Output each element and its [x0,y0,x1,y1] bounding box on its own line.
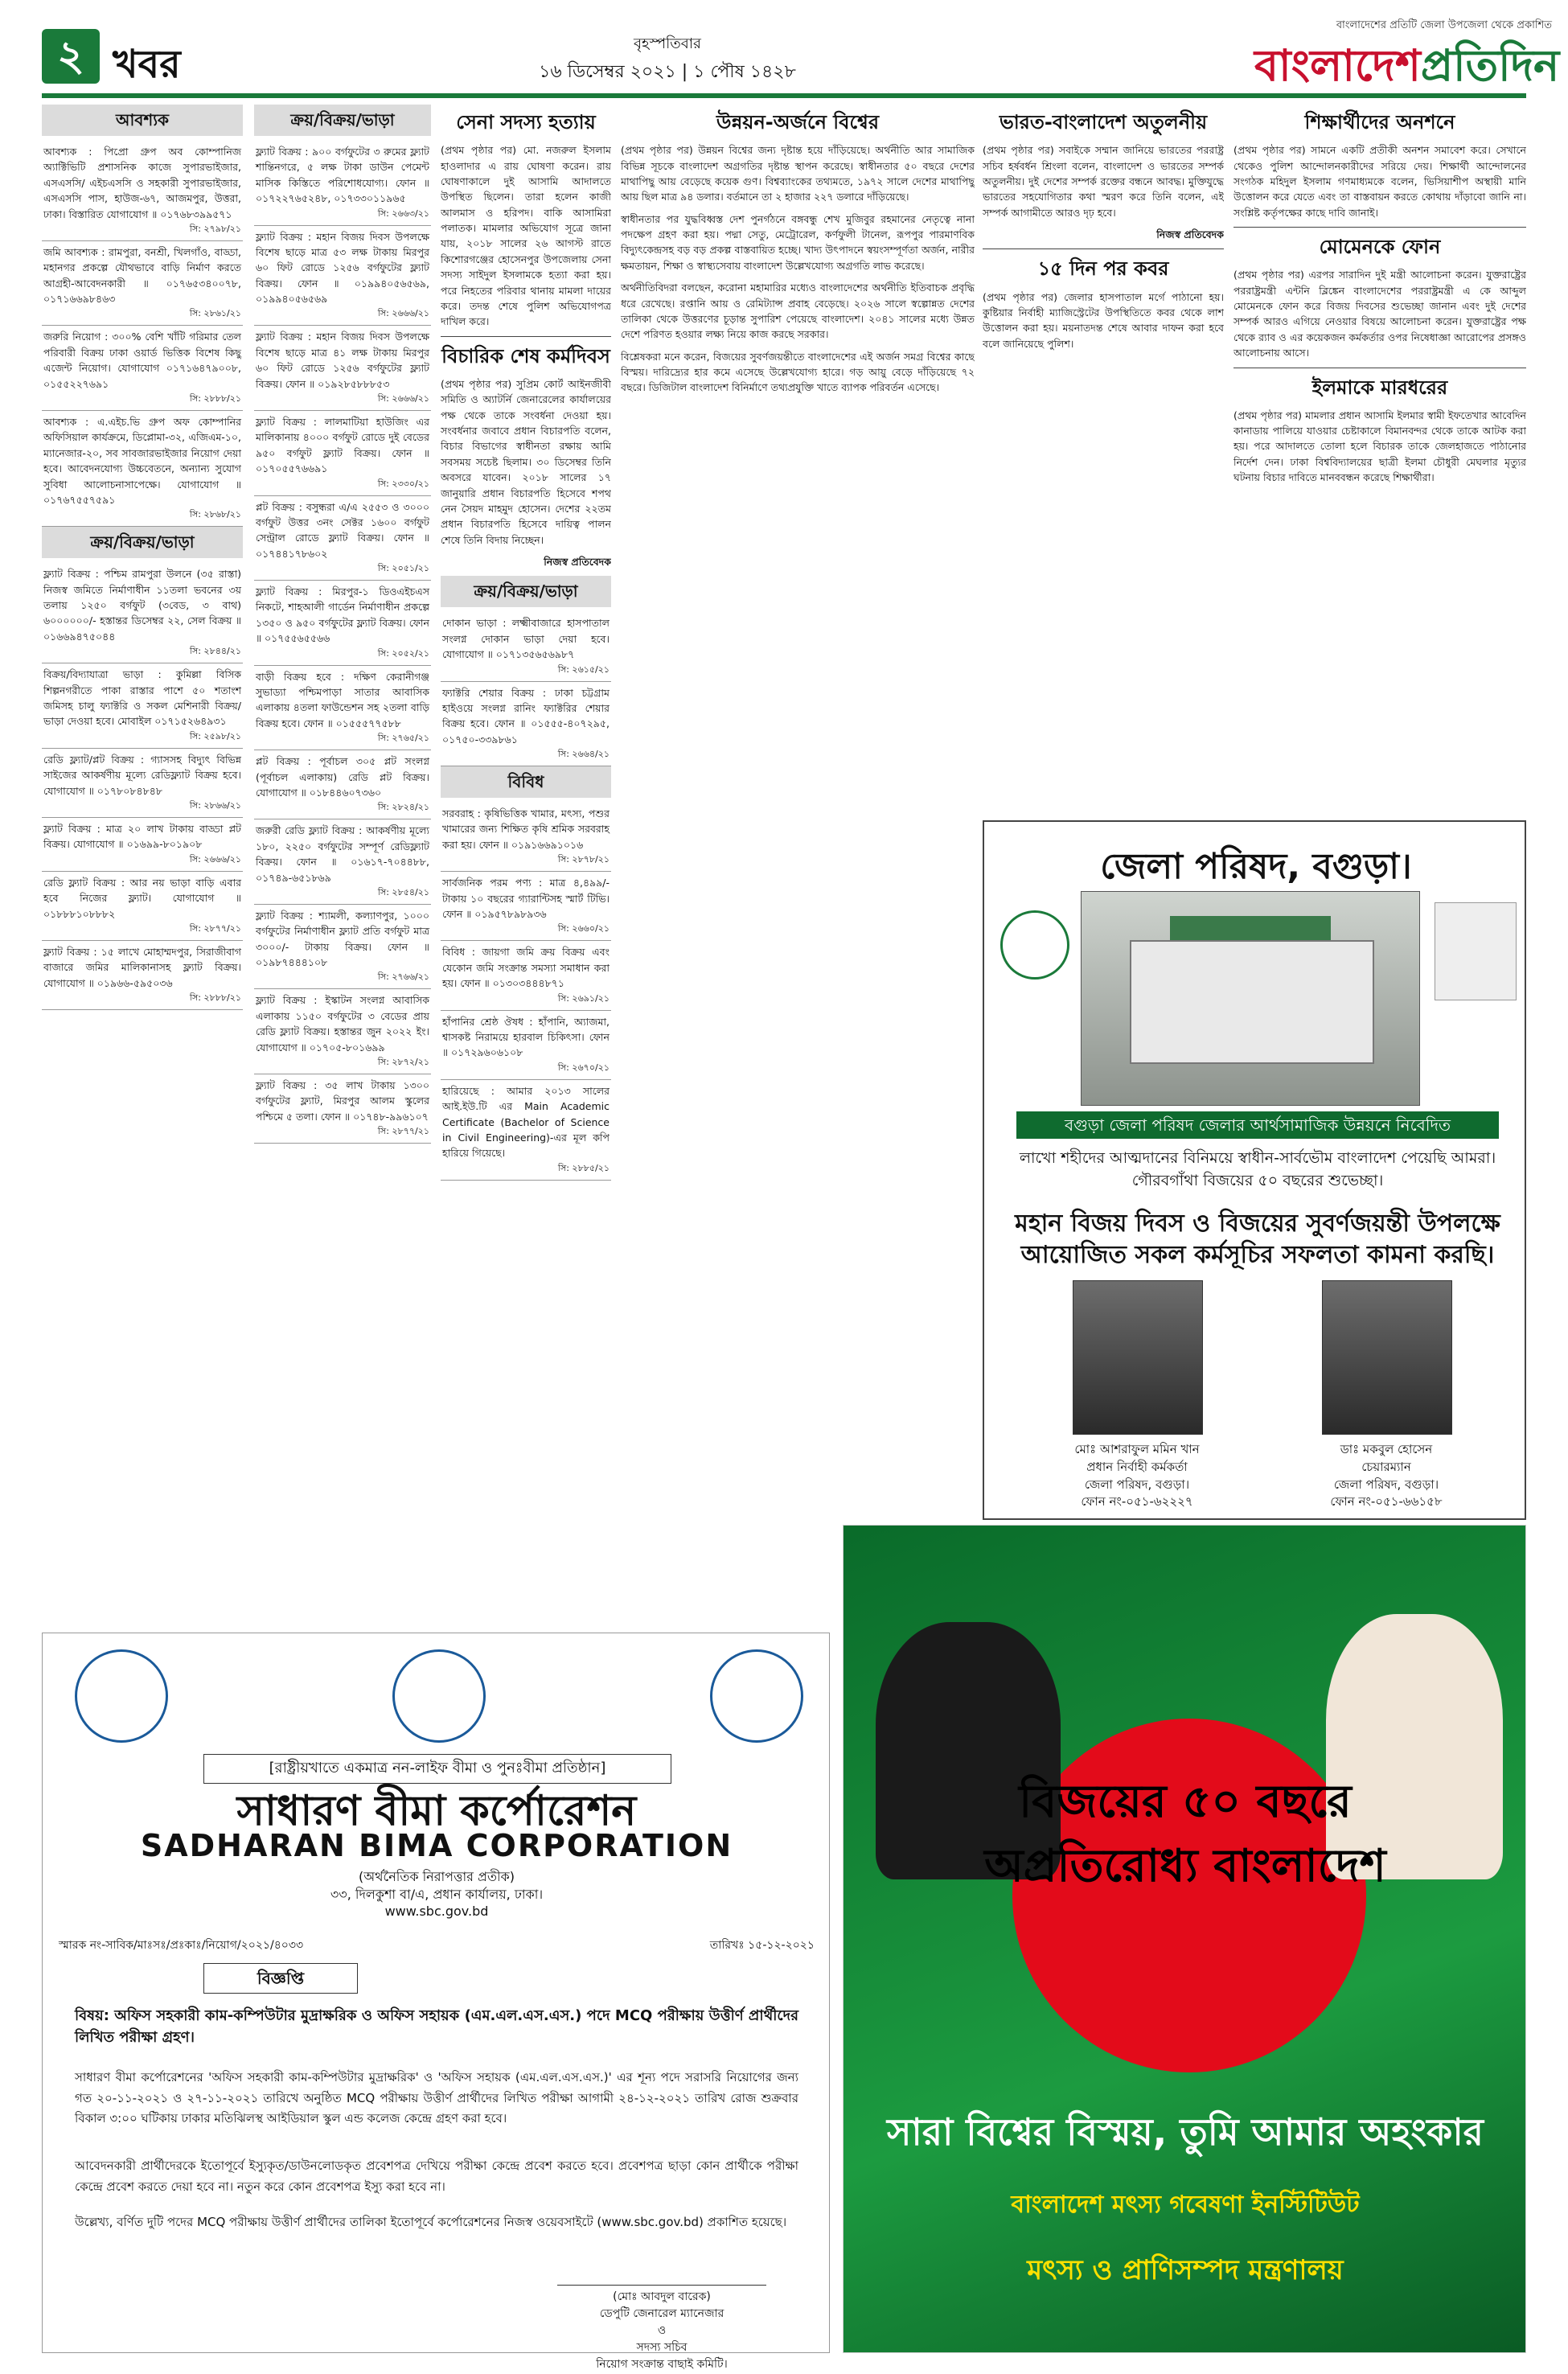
classified-ref: সি: ২৮৭৭/২১ [377,1126,429,1137]
sbc-notice [42,1633,830,2371]
classified-item [254,496,431,581]
news-col6 [1233,105,1526,812]
mujib-borsho-logo [1435,902,1517,1000]
classified-item [42,818,243,872]
article-paragraph: (প্রথম পৃষ্ঠার পর) সামনে একটি প্রতীকী অনশন সমাবেশ করে। সেখানে থেকেও পুলিশ আন্দোলনকারীদের সরিয়ে দেয়। শিক্ষার্থী আন্দোলনের সংগঠক মহিদুল ইসলাম গণমাধ্যমকে বলেন, ভিসিয়াশীপ অস্থায়ী মানি উত্তোলন করে যেতে এবং তা বাস্তবায়ন করতে কোথায় দাঁড়াবো জানি না। সংশ্লিষ্ট কর্তৃপক্ষের কাছে দাবি জানাই। [1233,144,1526,219]
classified-text: বাড়ী বিক্রয় হবে : দক্ষিণ কেরানীগঞ্জ সুভাড্যা পশ্চিমপাড়া সাতার আবাসিক এলাকায় ৪তলা ফাউন্ডেশন সহ ২তলা বাড়ি বিক্রয় হবে। ফোন ॥ ০১৫৫৫৭৭৫৮৮ [256,670,429,729]
classified-text: ফ্ল্যাট বিক্রয় : ইস্কাটন সংলগ্ন আবাসিক এলাকায় ১১৫০ বর্গফুটের ৩ বেডের প্রায় রেডি ফ্ল্যাট বিক্রয়। হস্তান্তর জুন ২০২২ ইং। যোগাযোগ ॥ ০১৭০৫-৮০১৬৯৯ [256,994,429,1054]
article-paragraph: (প্রথম পৃষ্ঠার পর) উন্নয়ন বিশ্বের জন্য দৃষ্টান্ত হয়ে দাঁড়িয়েছে। অর্থনীতি আর সামাজিক বিভিন্ন সূচকে বাংলাদেশ অগ্রগতির দৃষ্টান্ত স্থাপন করেছে। স্বাধীনতার ৫০ বছরে দেশের মাথাপিছু আয় বেড়েছে কয়েক গুণ। বিশ্বব্যাংকের তথ্যমতে, ১৯৭২ সালে দেশের মাথাপিছু আয় ছিল মাত্র ৯৪ ডলার। বর্তমানে তা ২ হাজার ২২৭ ডলারে দাঁড়িয়েছে। [621,144,975,203]
classified-text: জমি আবশ্যক : রামপুরা, বনশ্রী, খিলগাঁও, বাড্ডা, মহানগর প্রকল্পে যৌথভাবে বাড়ি নির্মাণ করতে আগ্রহী-আবেদনকারী ॥ ০১৭৬৫৩৪০০৭৮, ০১৭১৬৬৯৮৪৬৩ [43,245,241,306]
signatory-role: সদস্য সচিব [636,2341,688,2354]
classified-item [441,682,611,767]
golden-jubilee-logo [1000,910,1069,980]
classified-text: জরুরী রেডি ফ্ল্যাট বিক্রয় : আকর্ষণীয় মূল্যে ১৮০, ২২৫০ বর্গফুটের সম্পূর্ণ রেডিফ্ল্যাট বিক্রয়। ফোন ॥ ০১৬১৭-৭০৪৪৮৮, ০১৭৪৯-৬৫১৮৬৯ [256,824,429,884]
classified-ref: সি: ২৬১৫/২১ [557,663,610,675]
org-subtitle: (অর্থনৈতিক নিরাপত্তার প্রতীক) [359,1869,515,1884]
article-body [1233,142,1526,220]
dateline: ১৬ ডিসেম্বর ২০২১ | ১ পৌষ ১৪২৮ [539,62,796,82]
classified-item [441,872,611,941]
classified-item [441,803,611,872]
classified-item [441,612,611,681]
ad-sponsor: বাংলাদেশ মৎস্য গবেষণা ইনস্টিটিউট [1011,2191,1360,2219]
portrait-photo [1073,1280,1203,1435]
signatory-name: (মোঃ আবদুল বারেক) [613,2290,711,2303]
classified-ref: সি: ২৭৬৫/২১ [377,733,429,744]
classified-ref: সি: ২৮২৪/২১ [377,802,429,813]
divider [983,248,1224,249]
article-body [441,142,611,330]
classified-item [254,326,431,411]
section-name: খবর [113,42,181,87]
signature [557,2261,766,2286]
classifieds-col1 [42,105,243,1624]
building-sign [1170,916,1331,940]
classified-item [254,819,431,905]
classified-ref: সি: ২৮৮৮/২১ [189,392,241,404]
classified-item [254,141,431,226]
article-body [983,142,1224,242]
signatory-and: ও [657,2324,667,2337]
page-number: ২ [42,29,100,84]
official-phone: ফোন নং-০৫১-৬২২২৭ [1081,1494,1193,1509]
building-shape [1130,940,1374,1064]
section-header: ক্রয়/বিক্রয়/ভাড়া [42,527,243,558]
article-byline: নিজস্ব প্রতিবেদক [544,556,611,568]
mujib-borsho-logo [710,1649,803,1743]
classified-item [42,563,243,663]
classified-text: ফ্ল্যাট বিক্রয় : মাত্র ২০ লাখ টাকায় বাড্ডা প্লট বিক্রয়। যোগাযোগ ॥ ০১৬৯৯-৮০১৯০৮ [43,822,241,851]
classified-text: ফ্ল্যাট বিক্রয় : ৯০০ বর্গফুটের ৩ রুমের ফ্ল্যাট শান্তিনগরে, ৫ লক্ষ টাকা ডাউন পেমেন্ট মাসিক কিস্তিতে পরিশোধযোগ্য। ফোন ॥ ০১৭২২৭৬৫২৪৮, ০১৭৩৩০১১৯৬৫ [256,146,429,205]
classified-ref: সি: ২৬৭০/২১ [557,1062,610,1073]
org-address: ৩৩, দিলকুশা বা/এ, প্রধান কার্যালয়, ঢাকা। [330,1887,544,1902]
logo-accent: প্রতিদিন [1420,40,1560,91]
classified-item [441,941,611,1010]
official-name: মোঃ আশরাফুল মমিন খান [1074,1442,1200,1456]
article-headline: ভারত-বাংলাদেশ অতুলনীয় [999,111,1208,133]
article-headline: উন্নয়ন-অর্জনে বিশ্বের [716,111,880,133]
article-byline: নিজস্ব প্রতিবেদক [1156,228,1224,241]
official-phone: ফোন নং-০৫১-৬৬১৫৮ [1330,1494,1443,1509]
classified-ref: সি: ২৬৬৬/২১ [377,308,429,319]
logo-text: বাংলাদেশ [1254,40,1421,91]
official-info [1286,1441,1487,1511]
article-headline: শিক্ষার্থীদের অনশনে [1304,111,1455,133]
notice-paragraph: উল্লেখ্য, বর্ণিত দুটি পদের MCQ পরীক্ষায় উত্তীর্ণ প্রার্থীদের তালিকা ইতোপূর্বে কর্পোরেশনের নিজস্ব ওয়েবসাইটে (www.sbc.gov.bd) প্রকাশিত হয়েছে। [75,2215,787,2229]
ad-title: জেলা পরিষদ, বগুড়া। [1100,846,1412,887]
classified-text: প্লট বিক্রয় : পূর্বাচল ৩০৫ প্লট সংলগ্ন (পূর্বাচল এলাকায়) রেডি প্লট বিক্রয়। যোগাযোগ ॥ ০১৮৪৪৬০৭৩৬০ [256,755,429,799]
classified-ref: সি: ২৬৬৬/২১ [189,853,241,865]
article-paragraph: অর্থনীতিবিদরা বলছেন, করোনা মহামারির মধ্যেও বাংলাদেশের অর্থনীতি ইতিবাচক প্রবৃদ্ধি ধরে রেখেছে। রপ্তানি আয় ও রেমিট্যান্স প্রবাহ বেড়েছে। ২০২৬ সালে স্বল্পোন্নত দেশের তালিকা থেকে উত্তরণের চূড়ান্ত সুপারিশ পেয়েছে বাংলাদেশ। ২০৪১ সালের মধ্যে উন্নত দেশে পরিণত হওয়ার লক্ষ্য নিয়ে কাজ করছে সরকার। [621,281,975,341]
signatory [525,2289,798,2373]
classified-item [42,411,243,527]
classified-list [254,141,431,1144]
classified-ref: সি: ২৫৯৮/২১ [189,730,241,741]
article-paragraph: (প্রথম পৃষ্ঠার পর) জেলার হাসপাতাল মর্গে পাঠানো হয়। কুষ্টিয়ার নির্বাহী ম্যাজিস্ট্রেটের উপস্থিতিতে কবর থেকে লাশ উত্তোলন করা হয়। ময়নাতদন্ত শেষে আবার দাফন করা হবে বলে জানিয়েছে পুলিশ। [983,290,1224,350]
classified-text: রেডি ফ্ল্যাট বিক্রয় : আর নয় ভাড়া বাড়ি এবার হবে নিজের ফ্ল্যাট। যোগাযোগ ॥ ০১৮৮৮১০৮৮৮২ [43,876,241,920]
classified-ref: সি: ২৬৬৬/২১ [377,392,429,404]
classified-item [254,411,431,496]
official-role: চেয়ারম্যান [1361,1459,1411,1474]
divider [1233,227,1526,228]
official-org: জেলা পরিষদ, বগুড়া। [1084,1477,1190,1492]
article-paragraph: (প্রথম পৃষ্ঠার পর) মো. নজরুল ইসলাম হাওলাদার এ রায় ঘোষণা করেন। রায় ঘোষণাকালে দুই আসামি আদালতে উপস্থিত ছিলেন। তারা হলেন কাজী আলমাস ও হরিপদ। বাকি আসামিরা পলাতক। মামলার অভিযোগ সূত্রে জানা যায়, ২০১৮ সালের ২৬ আগস্ট রাতে কিশোরগঞ্জের হোসেনপুর উপজেলায় সেনা সদস্য সাইদুল ইসলামকে হত্যা করা হয়। পরে নিহতের পরিবার থানায় মামলা দায়ের করে। তদন্ত শেষে পুলিশ অভিযোগপত্র দাখিল করে। [441,144,611,328]
official-org: জেলা পরিষদ, বগুড়া। [1333,1477,1439,1492]
classified-text: ফ্ল্যাট বিক্রয় : ১৫ লাখে মোহাম্মদপুর, সিরাজীবাগ বাজারে জমির মালিকানাসহ ফ্ল্যাট বিক্রয়। যোগাযোগ ॥ ০১৯৬৬-৫৯৫০৩৬ [43,945,241,989]
classified-ref: সি: ২৮৬৮/২১ [189,509,241,520]
day-of-week: বৃহস্পতিবার [634,35,701,52]
golden-jubilee-logo [75,1649,168,1743]
article-body [1233,267,1526,360]
classified-ref: সি: ২৬৬৪/২১ [557,749,610,760]
classified-item [42,141,243,241]
article-paragraph: (প্রথম পৃষ্ঠার পর) মামলার প্রধান আসামি ইলমার স্বামী ইফতেখার আবেদিন কানাডায় পালিয়ে যাওয়ার চেষ্টাকালে বিমানবন্দর থেকে তাকে আটক করা হয়। পরে আদালতে তোলা হলে বিচারক তাকে জেলহাজতে পাঠানোর নির্দেশ দেন। ঢাকা বিশ্ববিদ্যালয়ের ছাত্রী ইলমা চৌধুরী মেঘলার মৃত্যুর ঘটনায় বিচার দাবিতে মানববন্ধন করেছে শিক্ষার্থীরা। [1233,409,1526,484]
memo-date: তারিখঃ ১৫-১২-২০২১ [709,1939,815,1952]
classified-item [254,666,431,751]
classified-text: ফ্ল্যাট বিক্রয় : মহান বিজয় দিবস উপলক্ষে বিশেষ ছাড়ে মাত্র ৫৩ লক্ষ টাকায় মিরপুর ৬০ ফিট রোডে ১২৫৬ বর্গফুটের ফ্ল্যাট বিক্রয়। ফোন ॥ ০১৯৯৪০৫৬৫৬৯, ০১৯৯৪০৫৬৫৬৯ [256,230,429,306]
classified-text: রেডি ফ্ল্যাট/প্লট বিক্রয় : গ্যাসসহ বিদ্যুৎ বিভিন্ন সাইজের আকর্ষণীয় মূল্যে রেডিফ্ল্যাট বিক্রয় হবে। যোগাযোগ ॥ ০১৭৮০৮৪৮৪৮ [43,753,241,797]
article-headline: মোমেনকে ফোন [1319,236,1441,259]
classified-item [42,663,243,749]
classified-item [42,241,243,327]
article-paragraph: স্বাধীনতার পর যুদ্ধবিধ্বস্ত দেশ পুনর্গঠনে বঙ্গবন্ধু শেখ মুজিবুর রহমানের নেতৃত্বে নানা পদক্ষেপ গ্রহণ করা হয়। পদ্মা সেতু, মেট্রোরেল, কর্ণফুলী টানেল, রূপপুর পারমাণবিক বিদ্যুৎকেন্দ্রসহ বড় বড় প্রকল্প বাস্তবায়িত হচ্ছে। খাদ্য উৎপাদনে স্বয়ংসম্পূর্ণতা অর্জন, নারীর ক্ষমতায়ন, শিক্ষা ও স্বাস্থ্যসেবায় বাংলাদেশ উল্লেখযোগ্য অগ্রগতি লাভ করেছে। [621,212,975,272]
classified-ref: সি: ২৮৭৭/২১ [189,922,241,934]
classified-ref: সি: ২৮৮৮/২১ [189,992,241,1004]
article-headline: সেনা সদস্য হত্যায় [456,111,596,133]
official-info [1036,1441,1238,1511]
classified-item [254,581,431,666]
classified-item [254,905,431,990]
classifieds-col2 [254,105,431,1624]
classified-text: আবশ্যক : এ.এইচ.ভি গ্রুপ অফ কোম্পানির অফিসিয়াল কার্যক্রমে, ডিপ্লোমা-৩২, এজিএম-১০, ম্যানেজার-২০, সব সাবজারভাইজার নিয়োগ দেয়া হবে। আবেদনযোগ্য উচ্চবেতনে, অন্যান্য সুযোগ সুবিধা আলোচনাসাপেক্ষে। যোগাযোগ ॥ ০১৭৬৭৫৫৭৫৯১ [43,416,241,506]
ad-line: গৌরবগাঁথা বিজয়ের ৫০ বছরের শুভেচ্ছা। [1131,1172,1384,1189]
article-paragraph: (প্রথম পৃষ্ঠার পর) এরপর সারাদিন দুই মন্ত্রী আলোচনা করেন। যুক্তরাষ্ট্রের পররাষ্ট্রমন্ত্রী এন্টনি ব্লিঙ্কেন বাংলাদেশের পররাষ্ট্রমন্ত্রী এ কে আব্দুল মোমেনকে ফোন করে বিজয় দিবসের শুভেচ্ছা জানান এবং দুই দেশের সম্পর্ক আরও এগিয়ে নেওয়ার বিষয়ে আলোচনা করেন। যুক্তরাষ্ট্রের পক্ষ থেকে র‍্যাব ও এর কয়েকজন কর্মকর্তার ওপর নিষেধাজ্ঞা আরোপের প্রসঙ্গও আলোচনায় আসে। [1233,269,1526,359]
ad-wish: মহান বিজয় দিবস ও বিজয়ের সুবর্ণজয়ন্তী উপলক্ষে আয়োজিত সকল কর্মসূচির সফলতা কামনা করছি। [1015,1210,1500,1269]
article-headline: ইলমাকে মারধরের [1311,376,1448,399]
article-body [1233,408,1526,486]
classified-text: প্লট বিক্রয় : বসুন্ধরা এ/এ ২৫৫৩ ও ৩০০০ বর্গফুট উত্তর ৩নং সেক্টর ১৬০০ বর্গফুট সেন্ট্রাল রোডে ফ্ল্যাট বিক্রয়। ফোন ॥ ০১৭৪৪১৭৮৬০২ [256,500,429,560]
classified-ref: সি: ২০৫১/২১ [377,563,429,574]
notice-subject: বিষয়: অফিস সহকারী কাম-কম্পিউটার মুদ্রাক্ষরিক ও অফিস সহায়ক (এম.এল.এস.এস.) পদে MCQ পরীক্ষায় উত্তীর্ণ প্রার্থীদের লিখিত পরীক্ষা গ্রহণ। [75,2007,798,2046]
classified-ref: সি: ২৮৬১/২১ [189,308,241,319]
official-name: ডাঃ মকবুল হোসেন [1340,1442,1433,1456]
classified-item [42,941,243,1010]
classified-list [42,563,243,1010]
classified-text: আবশ্যক : পিপ্রো গ্রুপ অব কোম্পানিজ অ্যাক্টিভিটি প্রশাসনিক কাজে সুপারভাইজার, এসএসসি/ এইচএসসি ও সহকারী সুপারভাইজার, এসএসসি পাস, হাউজ-৬৭, আজমপুর, উত্তরা, ঢাকা। বিস্তারিত যোগাযোগ ॥ ০১৭৬৮৩৯৯৫৭১ [43,146,241,220]
classified-text: ফ্ল্যাট বিক্রয় : মিরপুর-১ ডিওএইচএস নিকটে, শাহআলী গার্ডেন নির্মাণাধীন প্রকল্পে ১৩৫০ ও ৯৫০ বর্গফুটের ফ্ল্যাট বিক্রয়। ফোন ॥ ০১৭৫৫৬৫৫৬৬ [256,585,429,645]
sbc-seal [392,1649,486,1743]
classified-text: বিক্রয়/বিদ্যাযাত্রা ভাড়া : কুমিল্লা বিসিক শিল্পনগরীতে পাকা রাস্তার পাশে ৫০ শতাংশ জমিসহ চালু ফ্যাক্টরি ও সকল মেশিনারী বিক্রয়/ভাড়া দেওয়া হবে। মোবাইল ০১৭১৫২৬৪৯৩১ [43,668,241,728]
classified-ref: সি: ২৮৪৪/২১ [189,646,241,657]
classified-text: সার্বজনিক পরম পণ্য : মাত্র ৪,৪৯৯/- টাকায় ১০ বছরের গ্যারান্টিসহ স্মার্ট টিভি। ফোন ॥ ০১৯৫৭৮৯৮৯৩৬ [442,877,610,921]
notice-paragraph: আবেদনকারী প্রার্থীদেরকে ইতোপূর্বে ইস্যুকৃত/ডাউনলোডকৃত প্রবেশপত্র দেখিয়ে পরীক্ষা কেন্দ্রে প্রবেশ করতে হবে। প্রবেশপত্র ছাড়া কোন প্রার্থীকে পরীক্ষা কেন্দ্রে প্রবেশ করতে দেয়া হবে না। নতুন করে কোন প্রবেশপত্র ইস্যু করা হবে না। [75,2158,798,2194]
classified-ref: সি: ২৮৮৫/২১ [557,1162,610,1173]
classified-ref: সি: ২৬৬০/২১ [557,923,610,934]
org-name-en: SADHARAN BIMA CORPORATION [140,1828,733,1863]
classified-text: দোকান ভাড়া : লক্ষ্মীবাজারে হাসপাতাল সংলগ্ন দোকান ভাড়া দেয়া হবে। যোগাযোগ ॥ ০১৭১৩৫৬৫৬৯৮৭ [442,617,610,661]
article-body [441,376,611,570]
section-header: বিবিধ [441,766,611,798]
article-headline: ১৫ দিন পর কবর [1037,257,1169,281]
ad-headline: অপ্রতিরোধ্য বাংলাদেশ [984,1840,1386,1892]
news-col5 [983,105,1224,812]
classified-ref: সি: ২০৫২/২১ [377,647,429,659]
classified-item [254,226,431,327]
classified-item [42,749,243,818]
signatory-committee: নিয়োগ সংক্রান্ত বাছাই কমিটি। [596,2358,728,2371]
victory-ad [843,1525,1526,2353]
ad-headline: বিজয়ের ৫০ বছরে [1019,1776,1352,1828]
classified-item [254,1074,431,1144]
news-col3 [441,105,611,1624]
classified-ref: সি: ২৭৬৬/২১ [377,971,429,983]
signatory-role: ডেপুটি জেনারেল ম্যানেজার [599,2307,724,2320]
classified-text: জরুরি নিয়োগ : ৩০০% বেশি খাঁটি গরিমার তেল পরিবারী বিক্রয় ঢাকা ওয়ার্ড ভিত্তিক বিশেষ কিছু এজেন্ট নিয়োগ। যোগাযোগ ০১৭১৬৪৭৯০০৮, ০১৫৫২২৭৬৯১ [43,331,241,390]
org-website: www.sbc.gov.bd [384,1904,489,1919]
org-name-bn: সাধারণ বীমা কর্পোরেশন [236,1787,637,1835]
classified-item [441,1011,611,1080]
org-tagline: [রাষ্ট্রীয়খাতে একমাত্র নন-লাইফ বীমা ও পুনঃবীমা প্রতিষ্ঠান] [203,1754,671,1784]
classified-text: সরবরাহ : কৃষিভিত্তিক খামার, মৎস্য, পশুর খামারের জন্য শিক্ষিত কৃষি শ্রমিক সরবরাহ করা হয়। ফোন ॥ ০১৯১৬৬৯১০১৬ [442,807,610,851]
ad-slogan: সারা বিশ্বের বিস্ময়, তুমি আমার অহংকার [887,2110,1484,2154]
section-header: ক্রয়/বিক্রয়/ভাড়া [441,576,611,607]
notice-paragraph: সাধারণ বীমা কর্পোরেশনের 'অফিস সহকারী কাম-কম্পিউটার মুদ্রাক্ষরিক' ও 'অফিস সহায়ক (এম.এল.এস.এস.)' এর শূন্য পদে সরাসরি নিয়োগের জন্য গত ২০-১১-২০২১ ও ২৭-১১-২০২১ তারিখে অনুষ্ঠিত MCQ পরীক্ষায় উত্তীর্ণ প্রার্থীদের লিখিত পরীক্ষা আগামী ২৪-১২-২০২১ তারিখ রোজ শুক্রবার বিকাল ৩:০০ ঘটিকায় ঢাকার মতিঝিলস্থ আইডিয়াল স্কুল এন্ড কলেজ কেন্দ্রে গ্রহণ করা হবে। [75,2070,798,2126]
article-paragraph: বিশ্লেষকরা মনে করেন, বিজয়ের সুবর্ণজয়ন্তীতে বাংলাদেশের এই অর্জন সমগ্র বিশ্বের কাছে বিস্ময়। দারিদ্র্যের হার কমে এসেছে উল্লেখযোগ্য হারে। গড় আয়ু বেড়ে দাঁড়িয়েছে ৭২ বছরে। ডিজিটাল বাংলাদেশ বিনির্মাণে তথ্যপ্রযুক্তি খাতে ব্যাপক পরিবর্তন এসেছে। [621,350,975,394]
news-col4 [621,105,975,1600]
section-header: ক্রয়/বিক্রয়/ভাড়া [254,105,431,136]
classified-ref: সি: ২৮৭৮/২১ [557,854,610,865]
classified-text: বিবিধ : জায়গা জমি ক্রয় বিক্রয় এবং যেকোন জমি সংক্রান্ত সমস্যা সমাধান করা হয়। ফোন ॥ ০১৩০৩৪৪৪৮৭১ [442,946,610,990]
classified-item [254,750,431,819]
classified-text: হারিয়েছে : আমার ২০১৩ সালের আই.ইউ.টি এর Main Academic Certificate (Bachelor of Science in Civil Engineering)-এর মূল কপি হারিয়ে গিয়েছে। [442,1084,610,1160]
zila-parishad-ad [983,820,1526,1520]
classified-item [42,872,243,941]
classified-text: হাঁপানির শ্রেষ্ঠ ঔষধ : হাঁপানি, অ্যাজমা, শ্বাসকষ্ট নিরাময়ে হারবাল চিকিৎসা। ফোন ॥ ০১৭২৯৬০৬১০৮ [442,1015,610,1059]
section-header: আবশ্যক [42,105,243,136]
classified-ref: সি: ২৮৫৪/২১ [377,886,429,897]
classified-item [441,1080,611,1181]
classified-text: ফ্ল্যাট বিক্রয় : পশ্চিম রামপুরা উলনে (৩৫ রাস্তা) নিজস্ব জমিতে নির্মাণাধীন ১১তলা ভবনের ৩য় তলায় ১২৫০ বর্গফুট (৩বেড, ৩ বাথ) ৬০০০০০০/- হস্তান্তর ডিসেম্বর ২২, সেল বিক্রয় ॥ ০১৬৬৯৪৭৫০৪৪ [43,568,241,643]
article-headline: বিচারিক শেষ কর্মদিবস [441,344,610,368]
building-photo [1081,891,1420,1106]
classified-list [42,141,243,527]
article-paragraph: (প্রথম পৃষ্ঠার পর) সুপ্রিম কোর্ট আইনজীবী সমিতি ও অ্যাটর্নি জেনারেলের কার্যালয়ের পক্ষ থেকে তাকে সংবর্ধনা দেওয়া হয়। সংবর্ধনার জবাবে প্রধান বিচারপতি বলেন, বিচার বিভাগের স্বাধীনতা রক্ষায় আমি সবসময় সচেষ্ট ছিলাম। ৩০ ডিসেম্বর তিনি অবসরে যাবেন। ২০১৮ সালের ১৭ জানুয়ারি প্রধান বিচারপতি হিসেবে শপথ নেন সৈয়দ মাহমুদ হোসেন। দেশের ২২তম প্রধান বিচারপতি হিসেবে দায়িত্ব পালন শেষে তিনি বিদায় নিচ্ছেন। [441,377,611,546]
ad-strip: বগুড়া জেলা পরিষদ জেলার আর্থসামাজিক উন্নয়নে নিবেদিত [1016,1111,1499,1139]
article-body [983,290,1224,352]
classified-ref: সি: ২৭৯৮/২১ [189,223,241,234]
article-paragraph: (প্রথম পৃষ্ঠার পর) সবাইকে সম্মান জানিয়ে ভারতের পররাষ্ট্র সচিব হর্ষবর্ধন শ্রিংলা বলেন, বাংলাদেশ ও ভারতের সম্পর্ক অতুলনীয়। দুই দেশের সম্পর্ক রক্তের বন্ধনে আবদ্ধ। মুক্তিযুদ্ধে ভারতের সহযোগিতার কথা স্মরণ করে তিনি বলেন, এই সম্পর্ক আগামীতে আরও দৃঢ় হবে। [983,144,1224,219]
classified-ref: সি: ২৩৩০/২১ [377,478,429,489]
classified-ref: সি: ২৮৬৬/২১ [189,799,241,811]
article-body [621,142,975,396]
classified-text: ফ্ল্যাট বিক্রয় : লালমাটিয়া হাউজিং এর মালিকানায় ৪০০০ বর্গফুট রোডে দুই বেডের ৯৫০ বর্গফুট ফ্ল্যাট বিক্রয়। ফোন ॥ ০১৭০৫৫৭৬৬৯১ [256,416,429,475]
classified-ref: সি: ২৮৭২/২১ [377,1056,429,1067]
classified-text: ফ্ল্যাট বিক্রয় : শ্যামলী, কল্যাণপুর, ১০০০ বর্গফুটের নির্মাণাধীন ফ্ল্যাট প্রতি বর্গফুট মাত্র ৩০০০/- টাকায় বিক্রয়। ফোন ॥ ০১৯৮৭৪৪৪১০৮ [256,909,429,969]
memo-ref: স্মারক নং-সাবিক/মাঃসঃ/প্রঃকাঃ/নিয়োগ/২০২১/৪০৩৩ [59,1939,304,1952]
classified-text: ফ্যাক্টরি শেয়ার বিক্রয় : ঢাকা চট্টগ্রাম হাইওয়ে সংলগ্ন রানিং ফ্যাক্টরির শেয়ার বিক্রয় হবে। ফোন ॥ ০১৫৫৫-৪০৭২৯৫, ০১৭৫০-৩৩৯৮৬১ [442,686,610,745]
classified-item [254,989,431,1074]
classified-text: ফ্ল্যাট বিক্রয় : ৩৫ লাখ টাকায় ১৩০০ বর্গফুটের ফ্ল্যাট, মিরপুর আলম স্কুলের পশ্চিমে ৫ তলা। ফোন ॥ ০১৭৪৮-৯৯৬১০৭ [256,1079,429,1123]
brand-tagline: বাংলাদেশের প্রতিটি জেলা উপজেলা থেকে প্রকাশিত [1336,19,1552,31]
classified-item [42,326,243,411]
top-divider [42,93,1526,98]
official-role: প্রধান নির্বাহী কর্মকর্তা [1086,1459,1188,1474]
classified-ref: সি: ২৬৯১/২১ [557,992,610,1004]
classified-text: ফ্ল্যাট বিক্রয় : মহান বিজয় দিবস উপলক্ষে বিশেষ ছাড়ে মাত্র ৪১ লক্ষ টাকায় মিরপুর ৬০ ফিট রোডে ১২৫৬ বর্গফুটের ফ্ল্যাট বিক্রয়। ফোন ॥ ০১৯২৮৫৮৮৮৫৩ [256,331,429,390]
portrait-photo [1322,1280,1452,1435]
classified-ref: সি: ২৬৬৩/২১ [377,207,429,219]
notice-label: বিজ্ঞপ্তি [203,1963,358,1994]
ad-line: লাখো শহীদের আত্মদানের বিনিময়ে স্বাধীন-সার্বভৌম বাংলাদেশ পেয়েছি আমরা। [1019,1149,1496,1167]
ad-ministry: মৎস্য ও প্রাণিসম্পদ মন্ত্রণালয় [1027,2254,1344,2286]
divider [441,336,611,337]
